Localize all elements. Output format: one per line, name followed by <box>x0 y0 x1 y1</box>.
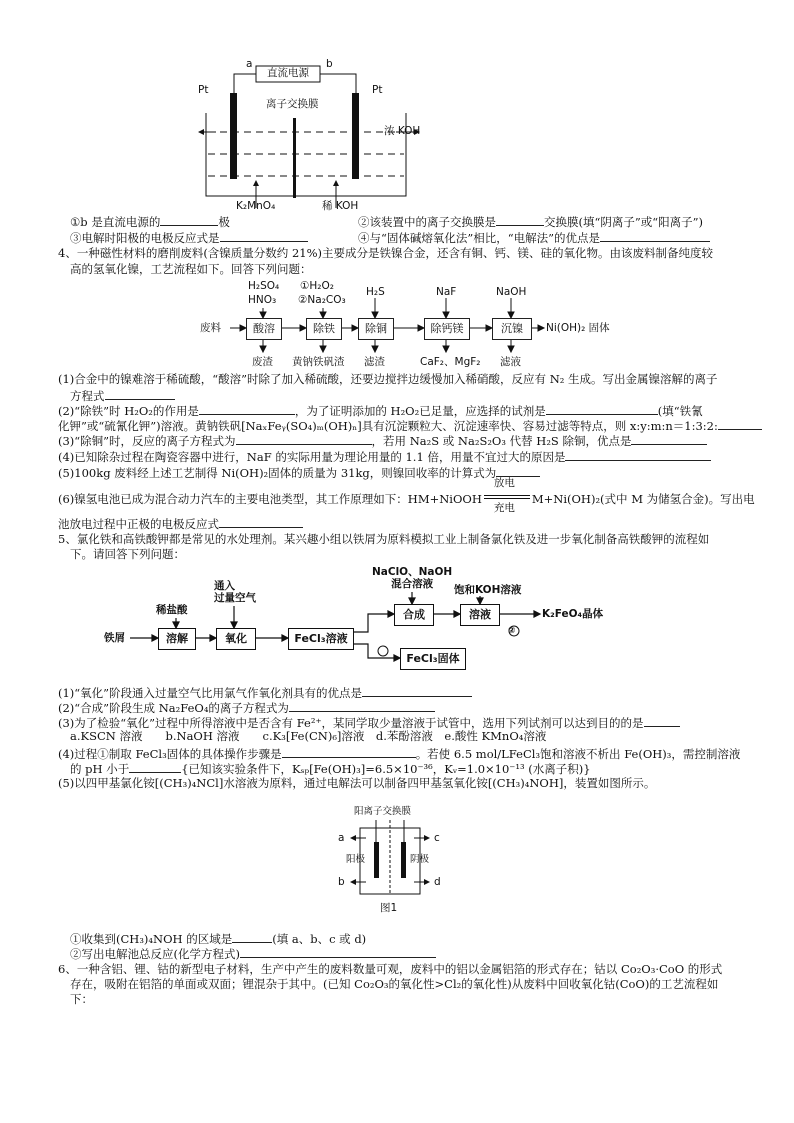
q5-p2: (2)“合成”阶段生成 Na₂FeO₄的离子方程式为 <box>58 699 435 716</box>
q5-s2: ②写出电解池总反应(化学方程式) <box>70 945 436 962</box>
flow-k2feo4-product: K₂FeO₄晶体 <box>542 608 604 620</box>
flow-start: 废料 <box>200 322 221 334</box>
box-fecl3-solution: FeCl₃溶液 <box>288 628 354 650</box>
reagent-h2s: H₂S <box>366 286 385 298</box>
port-a: a <box>338 832 345 844</box>
q5-p3-options: a.KSCN 溶液 b.NaOH 溶液 c.K₃[Fe(CN)₆]溶液 d.苯酚溶液 e.酸性 KMnO₄溶液 <box>70 729 547 743</box>
step-precipitate-ni: 沉镍 <box>492 318 532 340</box>
reagent-h2so4: H₂SO₄ <box>248 280 280 292</box>
figure-caption: 图1 <box>380 902 398 914</box>
q4-p2-line1: (2)“除铁”时 H₂O₂的作用是 ，为了证明添加的 H₂O₂已足量，应选择的试剂是 (填“铁氰 <box>58 404 703 418</box>
q4-flowchart <box>196 276 656 370</box>
port-b: b <box>338 876 345 888</box>
membrane-label: 离子交换膜 <box>266 98 319 110</box>
q4-p6-line1: (6)镍氢电池已成为混合动力汽车的主要电池类型，其工作原理如下：HM+NiOOH 放电 充电 M+Ni(OH)₂(式中 M 为储氢合金)。写出电 <box>58 477 755 514</box>
inlet-left-label: K₂MnO₄ <box>236 200 276 212</box>
q5-p4-line2: 的 pH 小于 {已知该实验条件下，Kₛₚ[Fe(OH)₃]=6.5×10⁻³⁶，Kᵥ=1.0×10⁻¹³ (水离子积)} <box>70 762 591 776</box>
reagent-naoh: NaOH <box>496 286 527 298</box>
flow-koh: 饱和KOH溶液 <box>454 584 522 596</box>
terminal-a-label: a <box>246 58 253 70</box>
cathode-label: 阴极 <box>410 854 430 865</box>
q4-p4: (4)已知除杂过程在陶瓷容器中进行，NaF 的实际用量为理论用量的 1.1 倍，用量不宜过大的原因是 <box>58 448 711 465</box>
q6-line1: 6、一种含铝、锂、钴的新型电子材料，生产中产生的废料数量可观，废料中的铝以金属铝箔的形式存在；钴以 Co₂O₃·CoO 的形式 <box>58 962 723 976</box>
inlet-right-label: 稀 KOH <box>322 200 359 212</box>
q4-p1-line2: 方程式 <box>70 387 175 404</box>
q3-line2-left: ③电解时阳极的电极反应式是 <box>70 229 308 246</box>
charge-label: 充电 <box>493 502 515 514</box>
electrolysis-cell-figure <box>196 58 436 212</box>
reagent-naf: NaF <box>436 286 457 298</box>
q4-p2-line2: 化钾”或“硫氰化钾”)溶液。黄钠铁矾[NaₓFeᵧ(SO₄)ₘ(OH)ₙ]具有沉淀颗粒大、沉淀速率快、容易过滤等特点，则 x:y:m:n＝1:3:2: <box>58 417 762 434</box>
flow-end: Ni(OH)₂ 固体 <box>546 322 610 334</box>
q5-electrolysis-figure <box>330 806 450 918</box>
pt-right-label: Pt <box>372 84 383 96</box>
q5-p5: (5)以四甲基氯化铵[(CH₃)₄NCl]水溶液为原料，通过电解法可以制备四甲基氢氧化铵[(CH₃)₄NOH]，装置如图所示。 <box>58 776 656 790</box>
q4-p1-line1: (1)合金中的镍难溶于稀硫酸，“酸溶”时除了加入稀硫酸，还要边搅拌边缓慢加入稀硝酸，反应有 N₂ 生成。写出金属镍溶解的离子 <box>58 372 718 386</box>
waste-caf2-mgf2: CaF₂、MgF₂ <box>420 356 481 368</box>
q5-s1: ①收集到(CH₃)₄NOH 的区域是 (填 a、b、c 或 d) <box>70 932 367 946</box>
step-remove-copper: 除铜 <box>358 318 394 340</box>
q5-p3: (3)为了检验“氧化”过程中所得溶液中是否含有 Fe²⁺，某同学取少量溶液于试管中，选用下列试剂可以达到目的的是 <box>58 714 680 731</box>
q3-line2-right: ④与“固体碱熔氧化法”相比，“电解法”的优点是 <box>358 229 710 246</box>
reagent-hno3: HNO₃ <box>248 294 277 306</box>
box-dissolve: 溶解 <box>158 628 196 650</box>
terminal-b-label: b <box>326 58 333 70</box>
waste-filter-residue: 滤渣 <box>364 356 385 368</box>
waste-residue: 废渣 <box>252 356 273 368</box>
discharge-label: 放电 <box>493 477 515 489</box>
box-fecl3-solid: FeCl₃固体 <box>400 648 466 670</box>
box-oxidize: 氧化 <box>216 628 256 650</box>
flow-excess-air: 通入 过量空气 <box>214 580 256 604</box>
q4-intro-1: 4、一种磁性材料的磨削废料(含镍质量分数约 21%)主要成分是铁镍合金，还含有铜、钙、镁、硅的氧化物。由该废料制备纯度较 <box>58 246 713 260</box>
q4-p5: (5)100kg 废料经上述工艺制得 Ni(OH)₂固体的质量为 31kg，则镍回收率的计算式为 <box>58 464 540 481</box>
cation-membrane-label: 阳离子交换膜 <box>354 806 412 817</box>
step-remove-iron: 除铁 <box>306 318 342 340</box>
step-acid-dissolve: 酸溶 <box>246 318 282 340</box>
step-remove-ca-mg: 除钙镁 <box>424 318 470 340</box>
flow-iron-scraps: 铁屑 <box>104 632 125 644</box>
waste-jarosite: 黄钠铁矾渣 <box>292 356 345 368</box>
power-label: 直流电源 <box>267 67 309 79</box>
reagent-na2co3: ②Na₂CO₃ <box>298 294 346 306</box>
reagent-h2o2: ①H₂O₂ <box>300 280 334 292</box>
q5-intro-1: 5、氯化铁和高铁酸钾都是常见的水处理剂。某兴趣小组以铁屑为原料模拟工业上制备氯化铁及进一步氧化制备高铁酸钾的流程如 <box>58 532 710 546</box>
flow-naclo-naoh: NaClO、NaOH 混合溶液 <box>372 566 453 590</box>
q5-p1: (1)“氧化”阶段通入过量空气比用氯气作氧化剂具有的优点是 <box>58 684 472 701</box>
q4-intro-2: 高的氢氧化镍，工艺流程如下。回答下列问题： <box>70 262 312 276</box>
step-2-mark: ② <box>508 626 516 636</box>
q6-line2: 存在，吸附在铝箔的单面或双面；锂混杂于其中。(已知 Co₂O₃的氧化性>Cl₂的氧化性)从废料中回收氧化钴(CoO)的工艺流程如 <box>70 977 719 991</box>
q5-flowchart <box>100 562 620 674</box>
flow-dilute-hcl: 稀盐酸 <box>156 604 188 616</box>
q5-p4-line1: (4)过程①制取 FeCl₃固体的具体操作步骤是 。若使 6.5 mol/LFeCl₃饱和溶液不析出 Fe(OH)₃，需控制溶液 <box>58 747 741 761</box>
box-synthesis: 合成 <box>394 604 434 626</box>
port-c: c <box>434 832 440 844</box>
outlet-right-label: 浓 KOH <box>384 125 421 137</box>
q6-line3: 下： <box>70 992 93 1006</box>
pt-left-label: Pt <box>198 84 209 96</box>
anode-label: 阳极 <box>346 854 366 865</box>
q4-p6-line2: 池放电过程中正极的电极反应式 <box>58 515 303 532</box>
q3-line1-right: ②该装置中的离子交换膜是 交换膜(填“阴离子”或“阳离子”) <box>358 215 703 229</box>
box-solution: 溶液 <box>460 604 500 626</box>
q5-intro-2: 下。请回答下列问题： <box>70 547 185 561</box>
q4-p3: (3)“除铜”时，反应的离子方程式为 ，若用 Na₂S 或 Na₂S₂O₃ 代替 H₂S 除铜，优点是 <box>58 432 707 449</box>
port-d: d <box>434 876 441 888</box>
q3-line1-left: ①b 是直流电源的 极 <box>70 215 230 229</box>
waste-filtrate: 滤液 <box>500 356 521 368</box>
